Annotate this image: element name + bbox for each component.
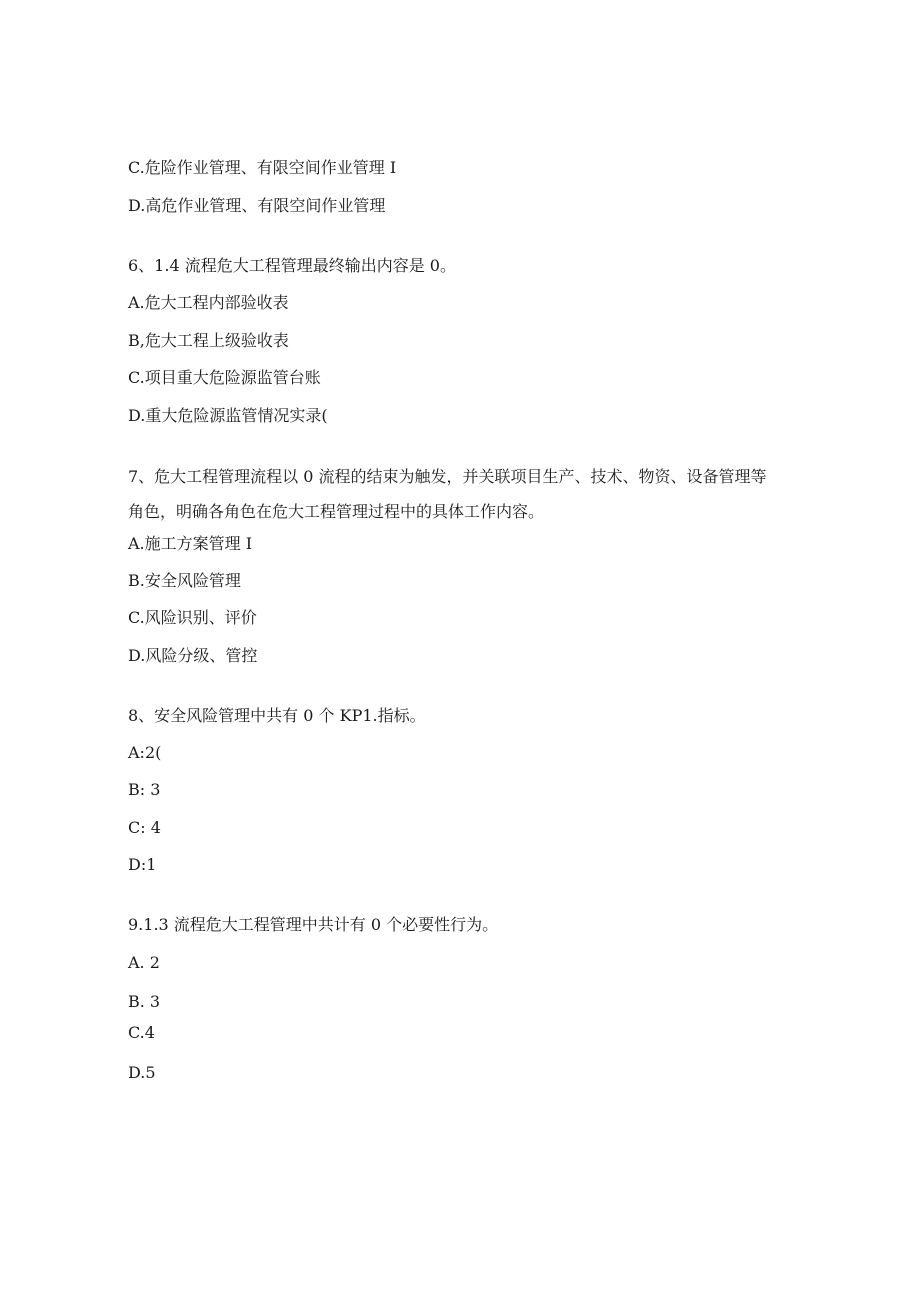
q6-option-b: B,危大工程上级验收表 bbox=[128, 331, 289, 350]
q9-option-a: A. 2 bbox=[128, 953, 160, 972]
q7-option-b: B.安全风险管理 bbox=[128, 571, 241, 590]
q7-option-d: D.风险分级、管控 bbox=[128, 646, 258, 665]
q7-option-a: A.施工方案管理 I bbox=[128, 534, 253, 553]
q8-option-a: A:2( bbox=[128, 743, 162, 762]
q8-option-c: C: 4 bbox=[128, 818, 161, 837]
q9-stem: 9.1.3 流程危大工程管理中共计有 0 个必要性行为。 bbox=[128, 915, 499, 934]
q9-option-c: C.4 bbox=[128, 1023, 155, 1042]
q6-option-c: C.项目重大危险源监管台账 bbox=[128, 368, 321, 387]
q7-option-c: C.风险识别、评价 bbox=[128, 608, 257, 627]
q8-stem: 8、安全风险管理中共有 0 个 KP1.指标。 bbox=[128, 706, 426, 725]
q9-option-b: B. 3 bbox=[128, 992, 161, 1011]
q5-option-d: D.高危作业管理、有限空间作业管理 bbox=[128, 196, 386, 215]
q5-option-c: C.危险作业管理、有限空间作业管理 I bbox=[128, 158, 397, 177]
q6-stem: 6、1.4 流程危大工程管理最终输出内容是 0。 bbox=[128, 256, 456, 275]
q9-option-d: D.5 bbox=[128, 1063, 156, 1082]
q6-option-a: A.危大工程内部验收表 bbox=[128, 293, 289, 312]
q8-option-d: D:1 bbox=[128, 855, 157, 874]
q7-stem: 7、危大工程管理流程以 0 流程的结束为触发，并关联项目生产、技术、物资、设备管理等角色，明确各角色在危大工程管理过程中的具体工作内容。 bbox=[128, 467, 767, 521]
q6-option-d: D.重大危险源监管情况实录( bbox=[128, 406, 328, 425]
q8-option-b: B: 3 bbox=[128, 780, 161, 799]
